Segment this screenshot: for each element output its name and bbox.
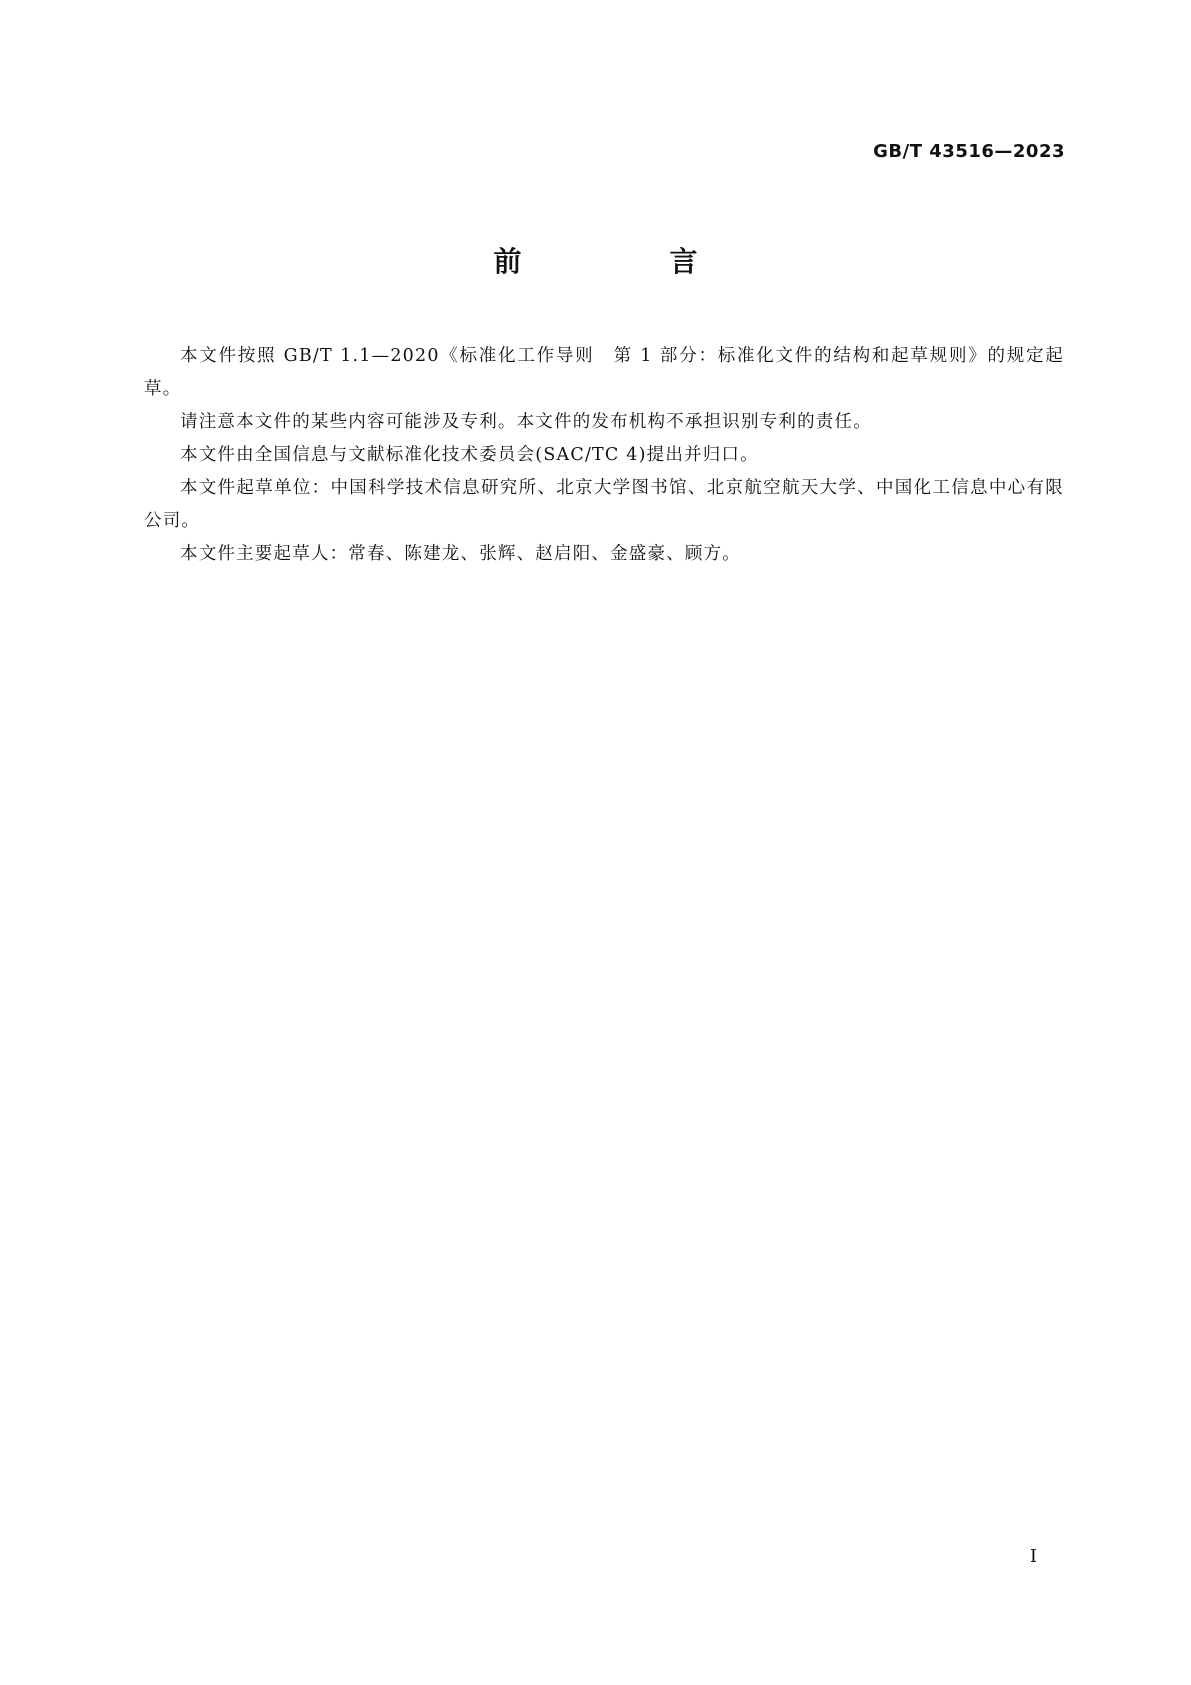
paragraph-drafting-rules: 本文件按照 GB/T 1.1—2020《标准化工作导则 第 1 部分：标准化文件的结构和起草规则》的规定起草。 <box>144 346 1064 399</box>
paragraph-proposer: 本文件由全国信息与文献标准化技术委员会(SAC/TC 4)提出并归口。 <box>180 445 759 465</box>
preface-body <box>144 340 1064 571</box>
paragraph-patent-notice: 请注意本文件的某些内容可能涉及专利。本文件的发布机构不承担识别专利的责任。 <box>180 412 872 432</box>
paragraph-drafters: 本文件主要起草人：常春、陈建龙、张辉、赵启阳、金盛豪、顾方。 <box>180 544 741 564</box>
paragraph-drafting-units: 本文件起草单位：中国科学技术信息研究所、北京大学图书馆、北京航空航天大学、中国化工信息中心有限公司。 <box>144 478 1064 531</box>
page-title: 前 言 <box>493 245 758 278</box>
page-number: I <box>1029 1546 1037 1567</box>
standard-number: GB/T 43516—2023 <box>873 141 1065 162</box>
